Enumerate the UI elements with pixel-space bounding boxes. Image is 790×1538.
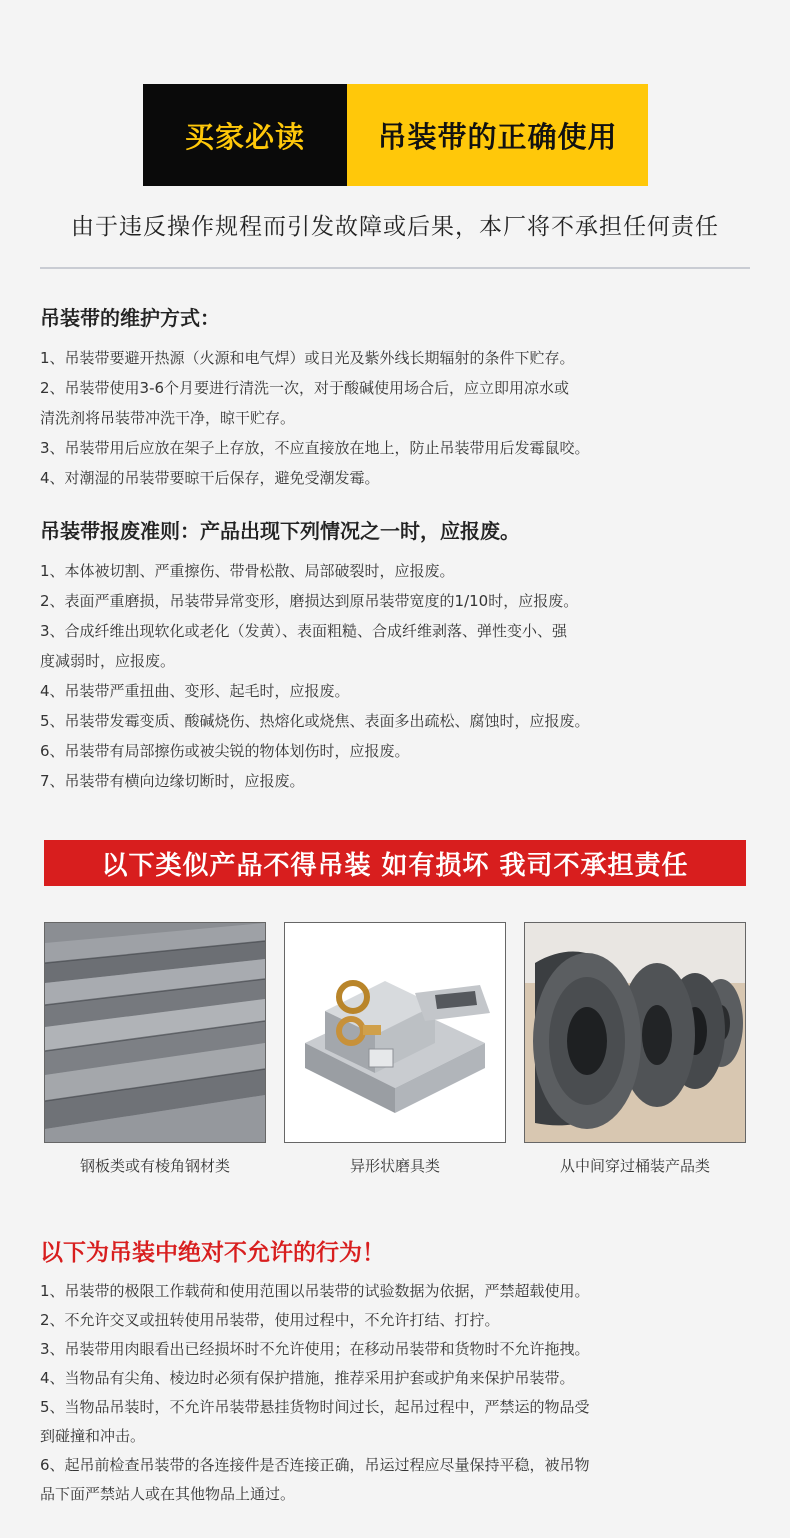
list-item: 1、本体被切割、严重擦伤、带骨松散、局部破裂时，应报废。	[40, 562, 455, 580]
steel-plates-photo	[44, 922, 266, 1143]
list-item: 品下面严禁站人或在其他物品上通过。	[40, 1485, 296, 1503]
photo-gallery	[44, 922, 746, 1182]
disclaimer-text: 由于违反操作规程而引发故障或后果，本厂将不承担任何责任	[71, 214, 719, 240]
list-item: 度减弱时，应报废。	[40, 652, 176, 670]
maintenance-list	[40, 343, 750, 493]
list-item: 2、吊装带使用3-6个月要进行清洗一次，对于酸碱使用场合后，应立即用凉水或	[40, 379, 570, 397]
scrap-list	[40, 556, 750, 796]
scrap-section	[40, 515, 750, 796]
list-item: 6、吊装带有局部擦伤或被尖锐的物体划伤时，应报废。	[40, 742, 410, 760]
list-item: 1、吊装带要避开热源（火源和电气焊）或日光及紫外线长期辐射的条件下贮存。	[40, 349, 575, 367]
photo-card-steel-plates	[44, 922, 266, 1176]
list-item: 7、吊装带有横向边缘切断时，应报废。	[40, 772, 305, 790]
photo-card-mold	[284, 922, 506, 1176]
maintenance-section	[40, 302, 750, 493]
list-item: 到碰撞和冲击。	[40, 1427, 146, 1445]
list-item: 3、吊装带用肉眼看出已经损坏时不允许使用；在移动吊装带和货物时不允许拖拽。	[40, 1340, 590, 1358]
mold-photo	[284, 922, 506, 1143]
banner-correct-usage: 吊装带的正确使用	[347, 84, 648, 186]
photo-caption: 钢板类或有棱角钢材类	[79, 1157, 230, 1175]
photo-caption: 异形状磨具类	[349, 1157, 440, 1175]
forbidden-section	[40, 1234, 750, 1509]
list-item: 5、当物品吊装时，不允许吊装带悬挂货物时间过长，起吊过程中，严禁运的物品受	[40, 1398, 590, 1416]
list-item: 1、吊装带的极限工作载荷和使用范围以吊装带的试验数据为依据，严禁超载使用。	[40, 1282, 590, 1300]
list-item: 5、吊装带发霉变质、酸碱烧伤、热熔化或烧焦、表面多出疏松、腐蚀时，应报废。	[40, 712, 590, 730]
header-banner	[143, 84, 648, 186]
scrap-title: 吊装带报废准则：产品出现下列情况之一时，应报废。	[40, 519, 520, 543]
steel-coils-photo	[524, 922, 746, 1143]
photo-caption: 从中间穿过桶装产品类	[559, 1157, 710, 1175]
forbidden-title: 以下为吊装中绝对不允许的行为！	[40, 1240, 385, 1266]
list-item: 3、合成纤维出现软化或老化（发黄）、表面粗糙、合成纤维剥落、弹性变小、强	[40, 622, 568, 640]
list-item: 3、吊装带用后应放在架子上存放，不应直接放在地上，防止吊装带用后发霉鼠咬。	[40, 439, 590, 457]
list-item: 清洗剂将吊装带冲洗干净，晾干贮存。	[40, 409, 296, 427]
banner-buyer-notice: 买家必读	[143, 84, 347, 186]
warning-banner: 以下类似产品不得吊装 如有损坏 我司不承担责任	[44, 840, 746, 886]
maintenance-title: 吊装带的维护方式：	[40, 306, 220, 330]
list-item: 4、当物品有尖角、棱边时必须有保护措施，推荐采用护套或护角来保护吊装带。	[40, 1369, 575, 1387]
list-item: 2、表面严重磨损，吊装带异常变形，磨损达到原吊装带宽度的1/10时，应报废。	[40, 592, 579, 610]
list-item: 2、不允许交叉或扭转使用吊装带，使用过程中，不允许打结、打拧。	[40, 1311, 500, 1329]
list-item: 4、对潮湿的吊装带要晾干后保存，避免受潮发霉。	[40, 469, 380, 487]
list-item: 4、吊装带严重扭曲、变形、起毛时，应报废。	[40, 682, 350, 700]
forbidden-list	[40, 1277, 750, 1509]
list-item: 6、起吊前检查吊装带的各连接件是否连接正确，吊运过程应尽量保持平稳，被吊物	[40, 1456, 590, 1474]
divider	[40, 267, 750, 269]
photo-card-steel-coils	[524, 922, 746, 1176]
